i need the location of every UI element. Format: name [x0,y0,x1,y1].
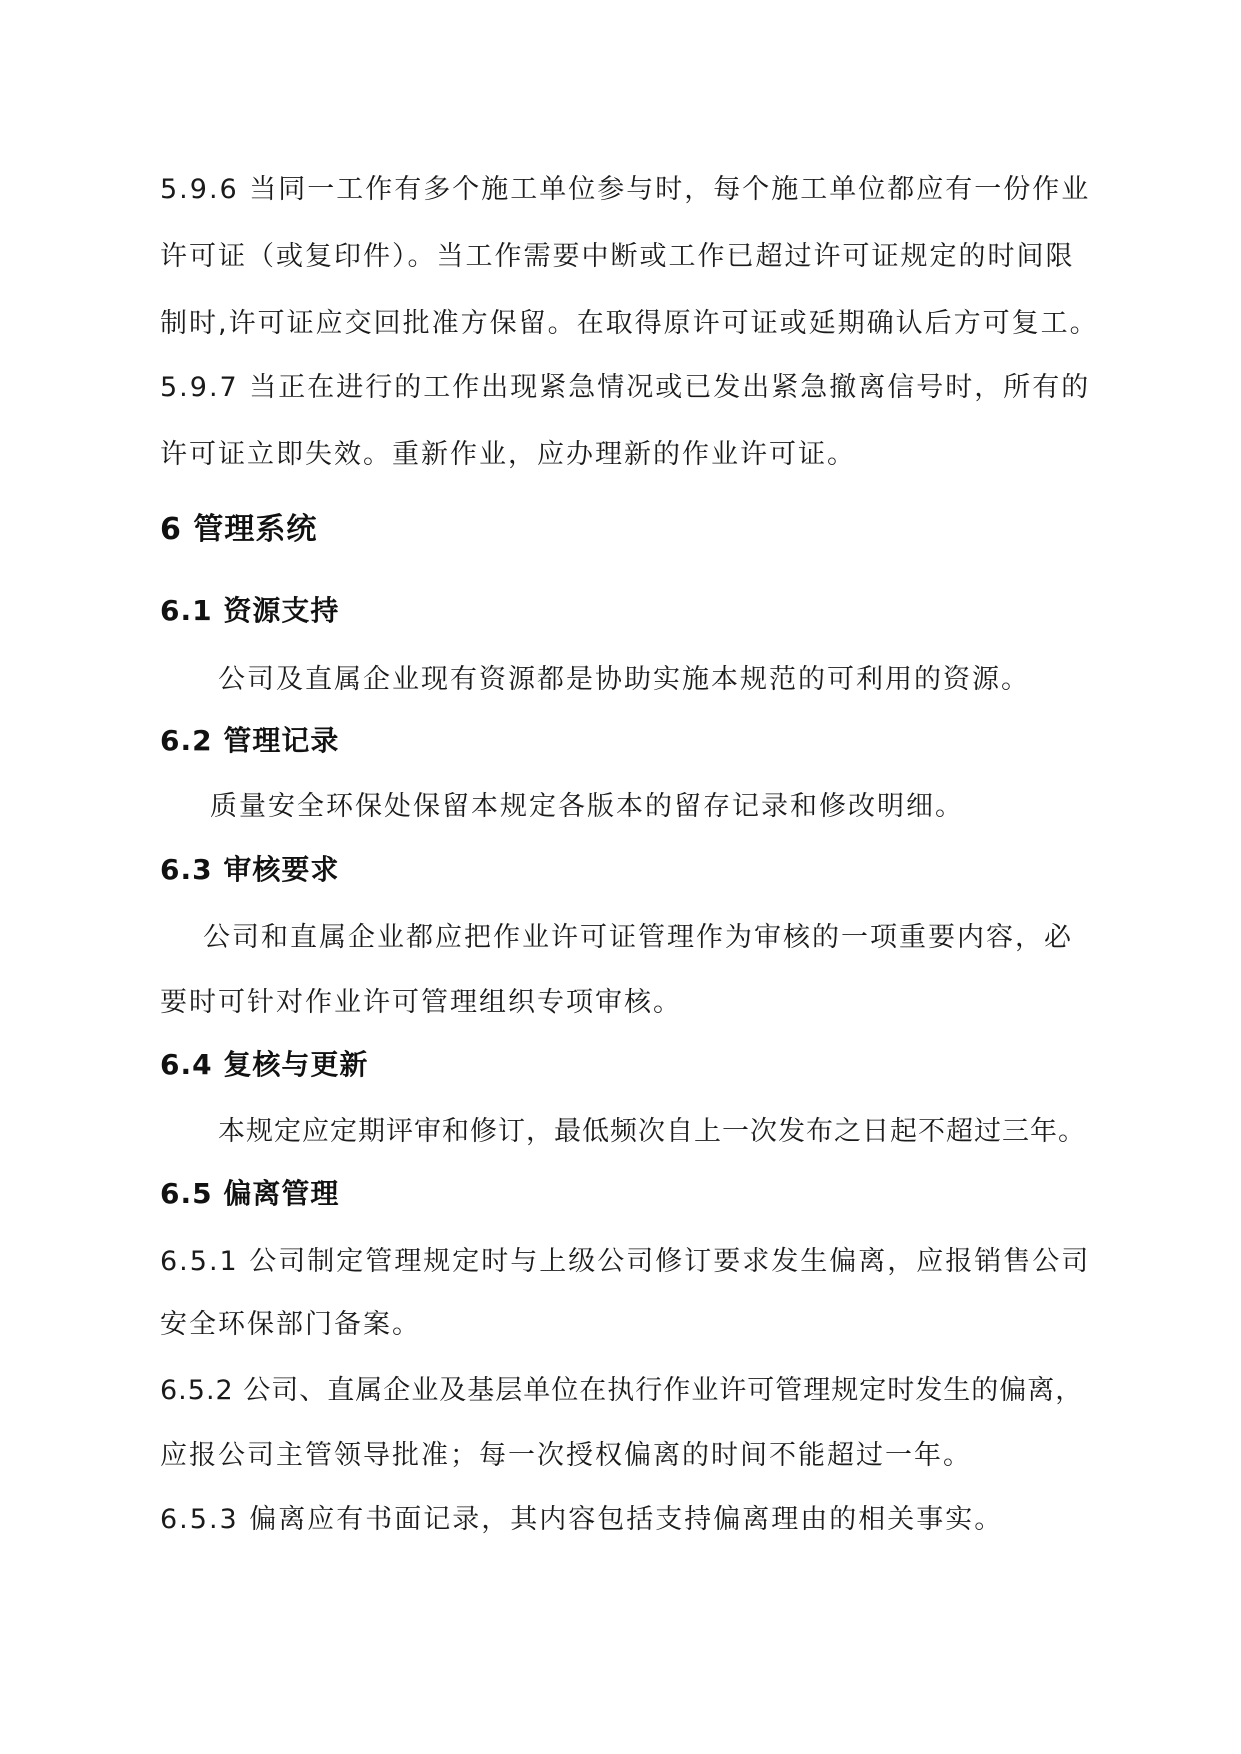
paragraph-6-5-3-line-1: 6.5.3 偏离应有书面记录，其内容包括支持偏离理由的相关事实。 [160,1504,1004,1535]
section-6-2-text: 质量安全环保处保留本规定各版本的留存记录和修改明细。 [210,791,964,822]
paragraph-5-9-6-line-3: 制时,许可证应交回批准方保留。在取得原许可证或延期确认后方可复工。 [160,308,1099,339]
paragraph-6-5-2-line-2: 应报公司主管领导批准；每一次授权偏离的时间不能超过一年。 [160,1440,972,1471]
section-6-1-title: 6.1 资源支持 [160,594,340,627]
paragraph-5-9-6-line-1: 5.9.6 当同一工作有多个施工单位参与时，每个施工单位都应有一份作业 [160,174,1091,205]
paragraph-5-9-6-line-2: 许可证（或复印件）。当工作需要中断或工作已超过许可证规定的时间限 [160,241,1075,272]
section-6-3-line-1: 公司和直属企业都应把作业许可证管理作为审核的一项重要内容，必 [203,922,1073,953]
section-6-4-text: 本规定应定期评审和修订，最低频次自上一次发布之日起不超过三年。 [218,1116,1086,1147]
section-6-3-line-2: 要时可针对作业许可管理组织专项审核。 [160,987,682,1018]
section-6-2-title: 6.2 管理记录 [160,724,340,757]
section-6-5-title: 6.5 偏离管理 [160,1177,340,1210]
section-6-title: 6 管理系统 [160,512,318,547]
section-6-3-title: 6.3 审核要求 [160,853,340,886]
paragraph-6-5-1-line-1: 6.5.1 公司制定管理规定时与上级公司修订要求发生偏离，应报销售公司 [160,1246,1091,1277]
paragraph-5-9-7-line-1: 5.9.7 当正在进行的工作出现紧急情况或已发出紧急撤离信号时，所有的 [160,372,1091,403]
paragraph-6-5-1-line-2: 安全环保部门备案。 [160,1309,421,1340]
section-6-1-text: 公司及直属企业现有资源都是协助实施本规范的可利用的资源。 [218,664,1030,695]
paragraph-6-5-2-line-1: 6.5.2 公司、直属企业及基层单位在执行作业许可管理规定时发生的偏离， [160,1375,1084,1406]
paragraph-5-9-7-line-2: 许可证立即失效。重新作业，应办理新的作业许可证。 [160,439,856,470]
section-6-4-title: 6.4 复核与更新 [160,1048,369,1081]
